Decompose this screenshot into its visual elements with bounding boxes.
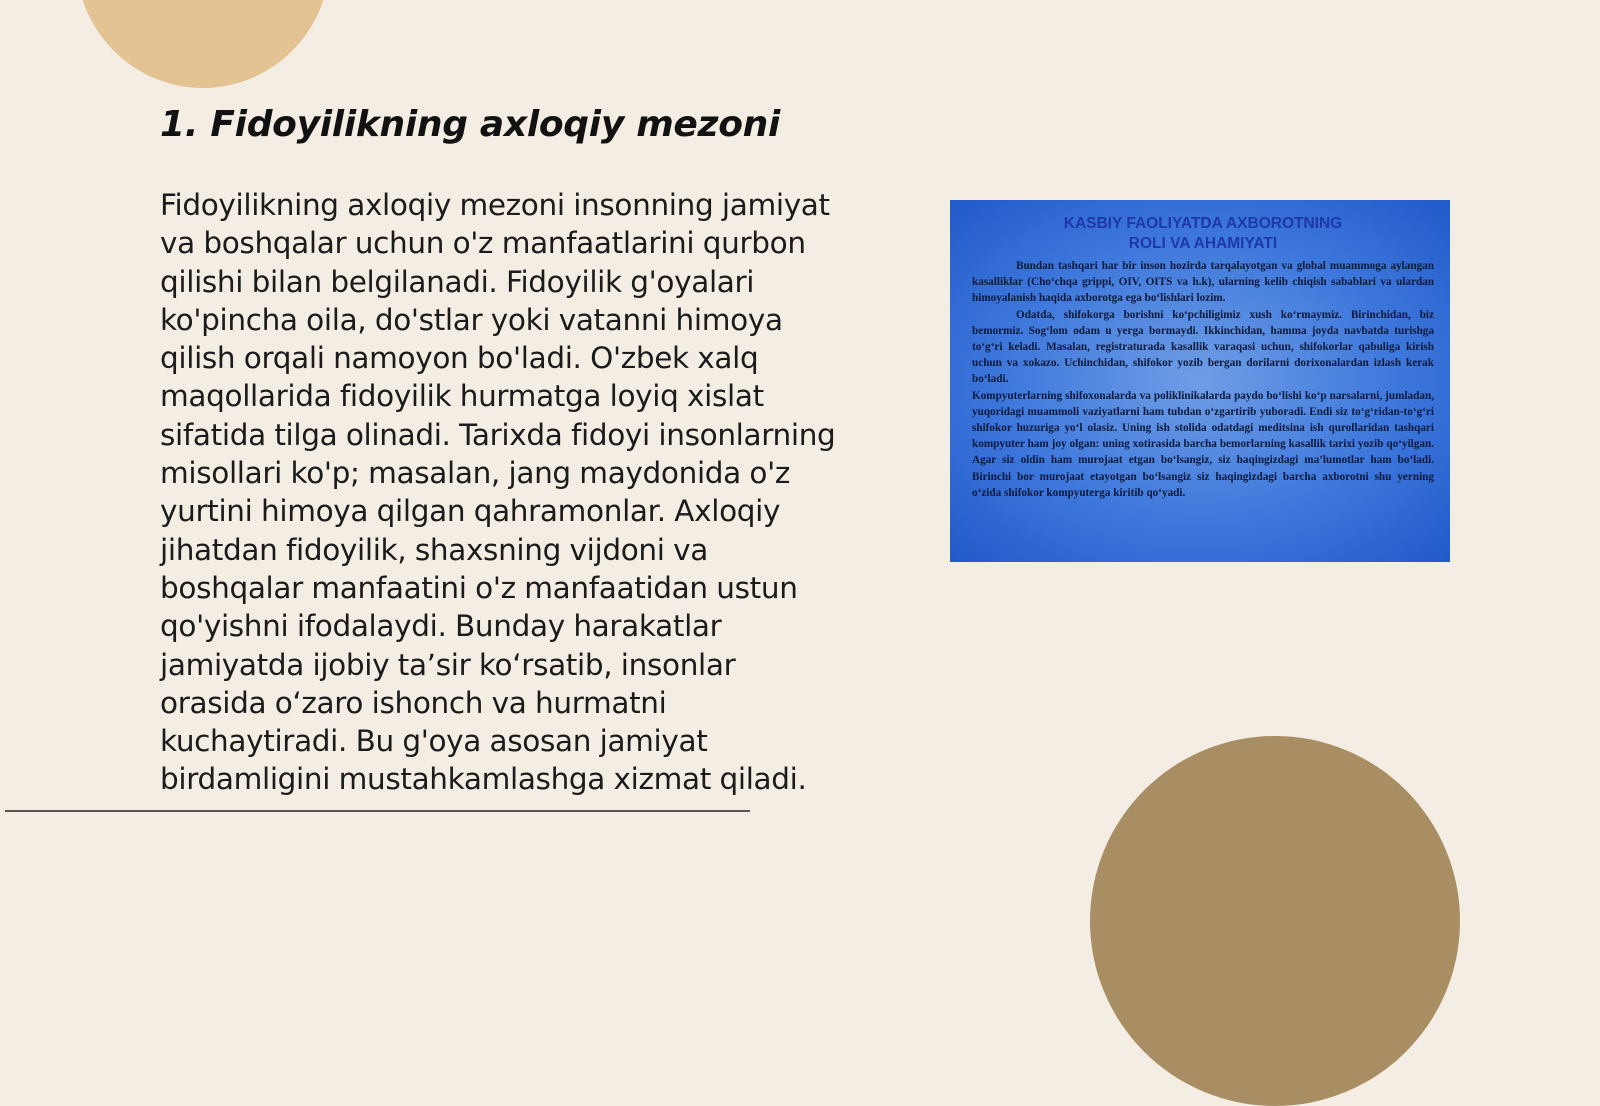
slide-body-text: Fidoyilikning axloqiy mezoni insonning jamiyat va boshqalar uchun o'z manfaatlarini qurbon qilishi bilan belgilanadi. Fidoyilik g'oyalari ko'pincha oila, do'stlar yoki vatanni himoya qilish orqali namoyon bo'ladi. O'zbek xalq maqollarida fidoyilik hurmatga loyiq xislat sifatida tilga olinadi. Tarixda fidoyi insonlarning misollari ko'p; masalan, jang maydonida o'z yurtini himoya qilgan qahramonlar. Axloqiy jihatdan fidoyilik, shaxsning vijdoni va boshqalar manfaatini o'z manfaatidan ustun qo'yishni ifodalaydi. Bunday harakatlar jamiyatda ijobiy ta’sir ko‘rsatib, insonlar orasida o‘zaro ishonch va hurmatni kuchaytiradi. Bu g'oya asosan jamiyat birdamligini mustahkamlashga xizmat qiladi. [160,188,836,797]
document-image-title [972,214,1434,254]
document-image-paragraph-3: Kompyuterlarning shifoxonalarda va poliklinikalarda paydo bo‘lishi ko‘p narsalarni, jumladan, yuqoridagi muammoli vaziyatlarni ham tubdan o‘zgartirib yuboradi. Endi siz to‘g‘ridan-to‘g‘ri shifokor huzuriga yo‘l olasiz. Uning ish stolida odatdagi meditsina ish qurollaridan tashqari kompyuter ham joy olgan: uning xotirasida barcha bemorlarning kasallik tarixi yozib qo‘yilgan. Agar siz oldin ham murojaat etgan bo‘lsangiz, siz haqingizdagi ma’lumotlar ham bo‘ladi. Birinchi bor murojaat etayotgan bo‘lsangiz siz haqingizdagi barcha axborotni shu yerning o‘zida shifokor kompyuterga kiritib qo‘yadi. [972,389,1434,499]
document-image-paragraph-1: Bundan tashqari har bir inson hozirda tarqalayotgan va global muammoga aylangan kasalliklar (Cho‘chqa grippi, OIV, OITS va h.k), ularning kelib chiqish sabablari va ulardan himoyalanish haqida axborotga ega bo‘lishlari lozim. [972,260,1434,305]
decorative-circle-bottom [1090,736,1460,1106]
decorative-circle-top [76,0,330,88]
divider-line [5,810,750,812]
slide-title: 1. Fidoyilikning axloqiy mezoni [160,104,780,145]
document-image-paragraph-2: Odatda, shifokorga borishni ko‘pchiligimiz xush ko‘rmaymiz. Birinchidan, biz bemormiz. Sog‘lom odam u yerga bormaydi. Ikkinchidan, hamma joyda navbatda turishga to‘g‘ri keladi. Masalan, registraturada kasallik varaqasi uchun, shifokorlar qabuliga kirish uchun va xokazo. Uchinchidan, shifokor yozib bergan dorilarni dorixonalardan izlash kerak bo‘ladi. [972,308,1434,386]
document-image-title-line-1: KASBIY FAOLIYATDA AXBOROTNING [1063,215,1343,232]
document-image-title-line-2: ROLI VA AHAMIYATI [1128,235,1278,252]
document-image [950,200,1450,562]
